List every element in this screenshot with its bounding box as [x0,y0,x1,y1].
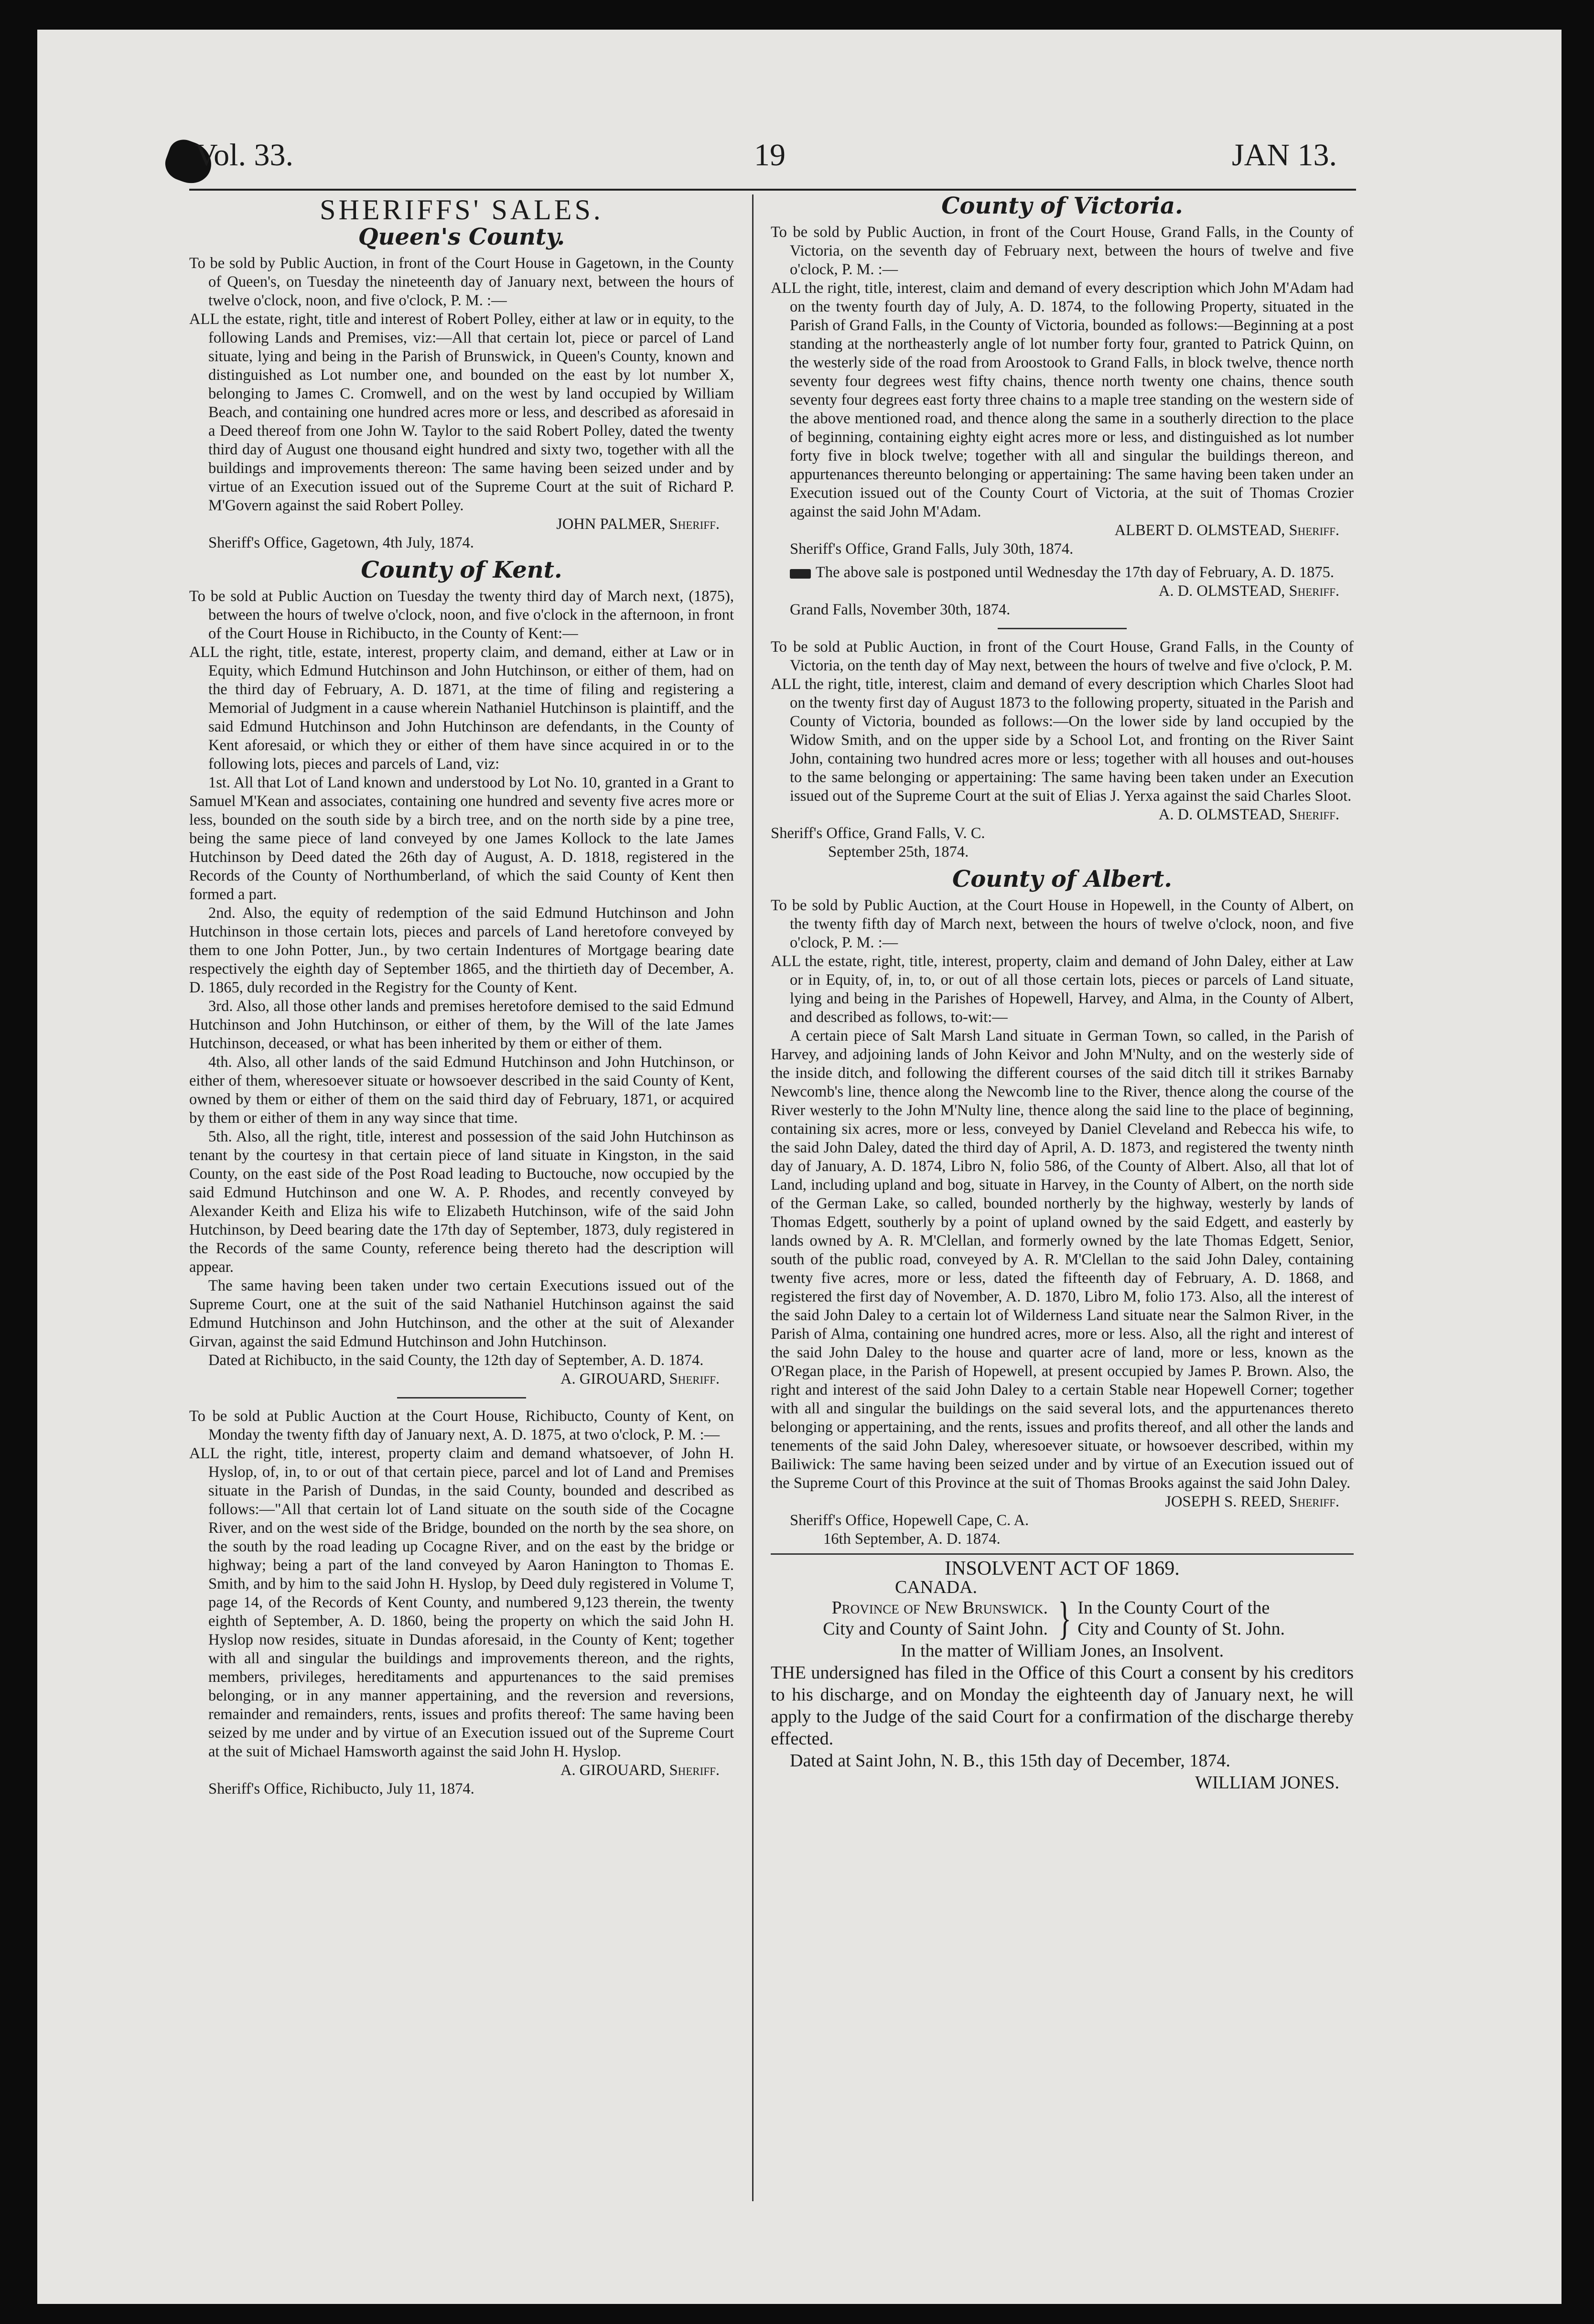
kent-para-3: 3rd. Also, all those other lands and premises heretofore demised to the said Edmund Hutchinson and John Hutchinson, or either of them, by the Will of the late James Hutchinson, deceased, or what has been inherited by them or either of them. [189,998,734,1052]
volume-number: Vol. 33. [195,138,293,172]
court-line-1: In the County Court of the [1077,1598,1270,1618]
kent-para-5: 5th. Also, all the right, title, interest and possession of the said John Hutchinson as tenant by the courtesy in that certain piece of land situate in Kingston, in the said County, on the east side of the Post Road leading to Buctouche, now occupied by the said Edmund Hutchinson and one W. A. P. Rhodes, and recently conveyed by Alexander Keith and Eliza his wife to Elizabeth Hutchinson, wife of the said John Hutchinson, by Deed bearing date the 17th day of September, 1873, duly registered in the Records of the same County, reference being thereto had the description will appear. [189,1128,734,1276]
victoria-signature: ALBERT D. OLMSTEAD, Sheriff. [1114,522,1339,539]
header-rule [189,189,1356,191]
issue-date: JAN 13. [1231,138,1337,172]
kent-para-1: 1st. All that Lot of Land known and understood by Lot No. 10, granted in a Grant to Samuel M'Kean and associates, containing one hundred and seventy five acres more or less, bounded on the south side by a birch tree, and on the north side by a pine tree, being the same piece of land conveyed by one James Kollock to the late James Hutchinson by Deed dated the 26th day of August, A. D. 1818, registered in the Records of the County of Northumberland, of which the said County of Kent then formed a part. [189,774,734,903]
separator [771,1553,1354,1555]
albert-office: Sheriff's Office, Hopewell Cape, C. A. [790,1512,1029,1529]
victoria-body: ALL the right, title, interest, claim and demand of every description which John M'Adam had on the twenty fourth day of July, A. D. 1874, to the following Property, situated in the Parish of Grand Falls, in the County of Victoria, bounded as follows:—Beginning at a post standing at the northeasterly angle of lot number forty four, granted to Patrick Quinn, on the westerly side of the road from Aroostook to Grand Falls, in block twelve, thence north seventy four degrees west fifty chains, thence north twenty one chains, thence south seventy four degrees east forty three chains to a maple tree standing on the western side of the above mentioned road, and thence along the same in a southerly direction to the place of beginning, containing eighty eight acres more or less, and distinguished as lot number forty five in block twelve; together with all and singular the buildings thereon, and appurtenances thereunto belonging or appertaining: The same having been taken under an Execution issued out of the County Court of Victoria, at the suit of Thomas Crozier against the said John M'Adam. [771,280,1354,520]
queens-signature: JOHN PALMER, Sheriff. [556,516,720,533]
insolvent-matter: In the matter of William Jones, an Insolvent. [900,1641,1224,1661]
insolvent-court [1077,1597,1354,1639]
section-title: SHERIFFS' SALES. [320,194,603,226]
kent-para-4: 4th. Also, all other lands of the said Edmund Hutchinson and John Hutchinson, or either of them, wheresoever situate or howsoever described in the said County of Kent, owned by them or either of them on the said third day of February, 1871, or acquired by them or either of them in any way since that time. [189,1054,734,1127]
victoria2-intro: To be sold at Public Auction, in front of the Court House, Grand Falls, in the County of Victoria, on the tenth day of May next, between the hours of twelve and five o'clock, P. M. [771,638,1354,674]
victoria2-body: ALL the right, title, interest, claim and demand of every description which Charles Sloot had on the twenty first day of August 1873 to the following property, situated in the Parish and County of Victoria, bounded as follows:—On the lower side by land occupied by the Widow Smith, and on the upper side by a School Lot, and fronting on the River Saint John, containing two hundred acres more or less; together with all houses and out-houses to the same belonging or appertaining: The same having been taken under an Execution issued out of the Supreme Court at the suit of Elias J. Yerxa against the said Charles Sloot. [771,676,1354,805]
column-divider [752,194,754,2201]
albert-para-1: A certain piece of Salt Marsh Land situate in German Town, so called, in the Parish of Harvey, and adjoining lands of John Keivor and John M'Nulty, and on the westerly side of the inside ditch, and following the different courses of the said ditch till it strikes Barnaby Newcomb's line, thence along the Newcomb line to the River, thence along the course of the River westerly to the John M'Nulty line, thence along the said line to the place of beginning, containing six acres, more or less, conveyed by Daniel Cleveland and Rebecca his wife, to the said John Daley, dated the third day of April, A. D. 1873, and registered the twenty ninth day of January, A. D. 1874, Libro N, folio 586, of the County of Albert. Also, all that lot of Land, including upland and bog, situate in Harvey, in the County of Albert, on the north side of the German Lake, so called, bounded northerly by the highway, westerly by lands of Thomas Edgett, southerly by a point of upland owned by the said Edgett, and easterly by lands owned by A. R. M'Clellan, and formerly owned by the late Thomas Edgett, Senior, south of the public road, conveyed by A. R. M'Clellan to the said John Daley, containing twenty five acres, more or less, dated the fifteenth day of February, A. D. 1868, and registered the first day of November, A. D. 1870, Libro M, folio 173. Also, all the interest of the said John Daley to a certain lot of Wilderness Land situate near the Salmon River, in the Parish of Alma, containing one hundred acres, more or less. Also, all the right and interest of the said John Daley to the house and quarter acre of land, more or less, known as the O'Regan place, in the Parish of Hopewell, at present occupied by James P. Brown. Also, the right and interest of the said John Daley to a certain Stable near Hopewell Corner; together with all and singular the buildings on the said several lots, and the appurtenances thereto belonging or appertaining, and the rents, issues and profits thereof, and all other the lands and tenements of the said John Daley, wheresoever situate, or howsoever described, within my Bailiwick: The same having been seized under and by virtue of an Execution issued out of the Supreme Court of this Province at the suit of Thomas Brooks against the said John Daley. [771,1027,1354,1492]
victoria2-office-date: September 25th, 1874. [828,843,969,861]
kent-signature: A. GIROUARD, Sheriff. [560,1370,720,1388]
left-column [189,194,734,1798]
court-line-2: City and County of St. John. [1077,1619,1285,1639]
kent-intro: To be sold at Public Auction on Tuesday the twenty third day of March next, (1875), between the hours of twelve o'clock, noon, and five o'clock in the afternoon, in front of the Court House in Richibucto, in the County of Kent:— [189,588,734,642]
newspaper-page [37,30,1562,2304]
albert-county-heading: County of Albert. [952,866,1172,893]
province-label: Province of New Brunswick. [831,1598,1048,1618]
victoria-postponed [771,563,1354,582]
insolvent-jurisdiction [771,1597,1052,1639]
albert-intro: To be sold by Public Auction, at the Court House in Hopewell, in the County of Albert, on the twenty fifth day of March next, between the hours of twelve o'clock, noon, and five o'clock, P. M. :— [771,897,1354,951]
albert-body: ALL the estate, right, title, interest, property, claim and demand of John Daley, either at Law or in Equity, of, in, to, or out of all those certain lots, pieces or parcels of Land situate, lying and being in the Parishes of Hopewell, Harvey, and Alma, in the County of Albert, and described as follows, to-wit:— [771,953,1354,1026]
postponed-text: The above sale is postponed until Wednesday the 17th day of February, A. D. 1875. [816,564,1335,581]
insolvent-court-block [771,1592,1354,1644]
albert-signature: JOSEPH S. REED, Sheriff. [1165,1493,1339,1510]
queens-intro: To be sold by Public Auction, in front of the Court House in Gagetown, in the County of Queen's, on Tuesday the nineteenth day of January next, between the hours of twelve o'clock, noon, and five o'clock, P. M. :— [189,255,734,309]
page-header [37,137,1562,190]
postponed-date: Grand Falls, November 30th, 1874. [790,601,1011,618]
queens-office: Sheriff's Office, Gagetown, 4th July, 1874. [208,534,474,551]
kent-dated: Dated at Richibucto, in the said County, the 12th day of September, A. D. 1874. [208,1352,704,1369]
insolvent-dated: Dated at Saint John, N. B., this 15th day of December, 1874. [790,1751,1230,1771]
brace-symbol: } [1058,1592,1071,1644]
kent-para-6: The same having been taken under two certain Executions issued out of the Supreme Court, one at the suit of the said Nathaniel Hutchinson against the said Edmund Hutchinson and John Hutchinson, and the other at the suit of Alexander Girvan, against the said Edmund Hutchinson and John Hutchinson. [189,1277,734,1350]
queens-body: ALL the estate, right, title and interest of Robert Polley, either at law or in equity, to the following Lands and Premises, viz:—All that certain lot, piece or parcel of Land situate, lying and being in the Parish of Brunswick, in Queen's County, known and distinguished as Lot number one, and bounded on the east by lot number X, belonging to James C. Cromwell, and on the west by land occupied by William Beach, and containing one hundred acres more or less, and described as aforesaid in a Deed thereof from one John W. Taylor to the said Robert Polley, dated the twenty third day of August one thousand eight hundred and sixty two, together with all the buildings and improvements thereon: The same having been seized under and by virtue of an Execution issued out of the Supreme Court at the suit of Richard P. M'Govern against the said Robert Polley. [189,311,734,514]
queens-county-heading: Queen's County. [358,224,565,250]
postponed-signature: A. D. OLMSTEAD, Sheriff. [1158,582,1339,600]
insolvent-signature: WILLIAM JONES. [1195,1773,1339,1793]
victoria-county-heading: County of Victoria. [941,193,1183,219]
kent2-signature: A. GIROUARD, Sheriff. [560,1762,720,1779]
kent-para-2: 2nd. Also, the equity of redemption of the said Edmund Hutchinson and John Hutchinson in those certain lots, pieces and parcels of Land heretofore conveyed by them to one John Potter, Jun., by two certain Indentures of Mortgage bearing date respectively the eighth day of September 1865, and the thirtieth day of December, A. D. 1865, duly recorded in the Registry for the County of Kent. [189,904,734,996]
kent-body: ALL the right, title, estate, interest, property claim, and demand, either at Law or in Equity, which Edmund Hutchinson and John Hutchinson, or either of them, had on the third day of February, A. D. 1871, at the time of filing and registering a Memorial of Judgment in a cause wherein Nathaniel Hutchinson is plaintiff, and the said Edmund Hutchinson and John Hutchinson are defendants, in the County of Kent aforesaid, or which they or either of them have since acquired in or to the following lots, pieces and parcels of Land, viz: [189,644,734,773]
separator [397,1397,526,1399]
kent-county-heading: County of Kent. [361,557,562,583]
page-number: 19 [754,138,786,172]
city-label: City and County of Saint John. [823,1619,1048,1639]
albert-office-date: 16th September, A. D. 1874. [823,1530,1001,1548]
kent2-office: Sheriff's Office, Richibucto, July 11, 1874. [208,1780,474,1797]
insolvent-body: THE undersigned has filed in the Office of this Court a consent by his creditors to his discharge, and on Monday the eighteenth day of January next, he will apply to the Judge of the said Court for a confirmation of the discharge thereby effected. [771,1663,1354,1749]
pointing-hand-icon [790,569,811,579]
victoria2-office: Sheriff's Office, Grand Falls, V. C. [771,825,985,842]
separator [998,628,1127,629]
victoria-intro: To be sold by Public Auction, in front of the Court House, Grand Falls, in the County of Victoria, on the seventh day of February next, between the hours of twelve and five o'clock, P. M. :— [771,224,1354,278]
insolvent-canada: CANADA. [895,1577,978,1597]
victoria2-signature: A. D. OLMSTEAD, Sheriff. [1158,806,1339,823]
kent2-intro: To be sold at Public Auction at the Court House, Richibucto, County of Kent, on Monday the twenty fifth day of January next, A. D. 1875, at two o'clock, P. M. :— [189,1408,734,1443]
victoria-office: Sheriff's Office, Grand Falls, July 30th, 1874. [790,540,1074,558]
kent2-body: ALL the right, title, interest, property claim and demand whatsoever, of John H. Hyslop, of, in, to or out of that certain piece, parcel and lot of Land and Premises situate in the Parish of Dundas, in the said County, bounded and described as follows:—"All that certain lot of Land situate on the south side of the Cocagne River, and on the west side of the Bridge, bounded on the north by the sea shore, on the south by the road leading up Cocagne River, and on the east by the bridge or highway; being a part of the land conveyed by Aaron Hanington to Thomas E. Smith, and by him to the said John H. Hyslop, by Deed duly registered in Volume T, page 14, of the Records of Kent County, and numbered 9,123 therein, the twenty eighth of September, A. D. 1860, being the property on which the said John H. Hyslop now resides, situate in Dundas aforesaid, in the County of Kent; together with all and singular the buildings and improvements thereon, and the rights, members, privileges, hereditaments and appurtenances to the said premises belonging, or in any manner appertaining, and the reversion and reversions, remainder and remainders, rents, issues and profits thereof: The same having been seized by me under and by virtue of an Execution issued out of the Supreme Court at the suit of Michael Hamsworth against the said John H. Hyslop. [189,1445,734,1760]
right-column [771,193,1354,1794]
insolvent-heading: INSOLVENT ACT OF 1869. [945,1558,1180,1580]
